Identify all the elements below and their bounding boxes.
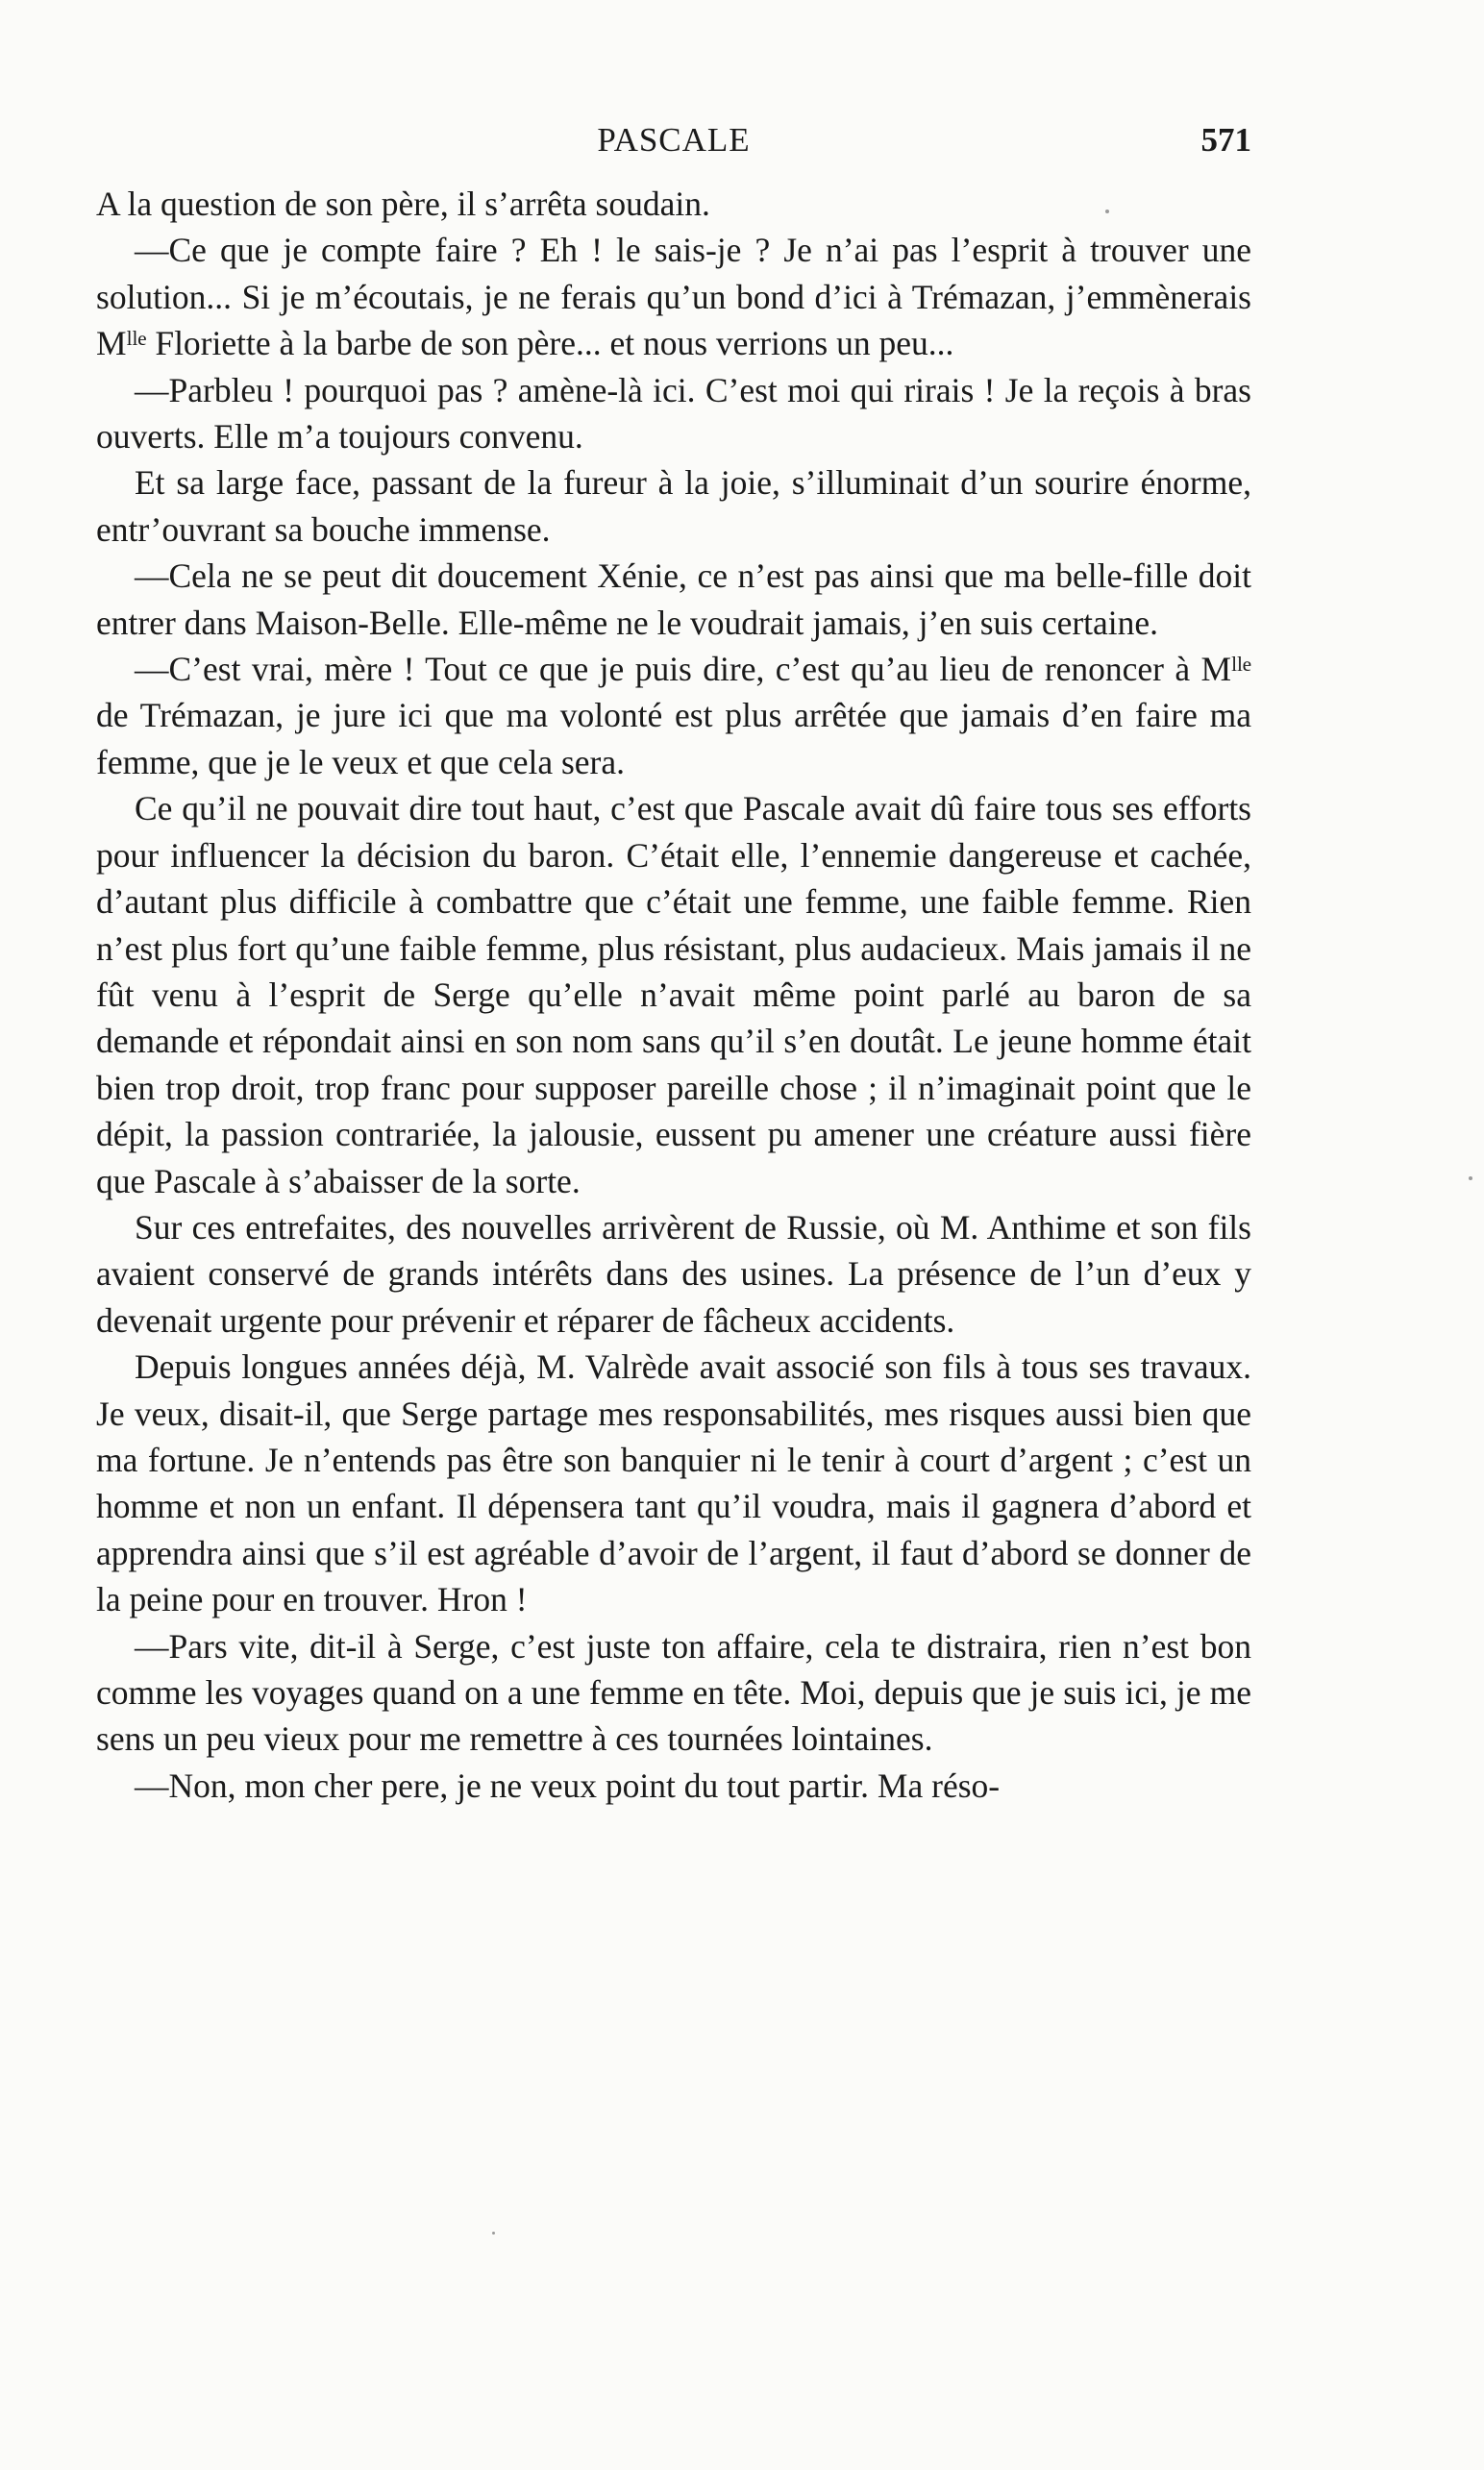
paragraph: Depuis longues années déjà, M. Valrède avait associé son fils à tous ses travaux. Je veux, disait-il, que Serge partage mes responsabilités, mes risques aussi bien que ma fortune. Je n’entends pas être son banquier ni le tenir à court d’argent ; c’est un homme et non un enfant. Il dépensera tant qu’il voudra, mais il gagnera d’abord et apprendra ainsi que s’il est agréable d’avoir de l’argent, il faut d’abord se donner de la peine pour en trouver. Hron ! (96, 1347, 1251, 1619)
body-text (96, 181, 1251, 1809)
paragraph: —C’est vrai, mère ! Tout ce que je puis dire, c’est qu’au lieu de renoncer à Mˡˡᵉ de Trémazan, je jure ici que ma volonté est plus arrêtée que jamais d’en faire ma femme, que je le veux et que cela sera. (96, 650, 1251, 781)
running-head (96, 113, 1251, 171)
paragraph: —Pars vite, dit-il à Serge, c’est juste ton affaire, cela te distraira, rien n’est bon comme les voyages quand on a une femme en tête. Moi, depuis que je suis ici, je me sens un peu vieux pour me remettre à ces tournées lointaines. (96, 1626, 1251, 1759)
scan-speck (492, 2232, 495, 2235)
paragraph: —Non, mon cher pere, je ne veux point du tout partir. Ma réso- (135, 1766, 1001, 1805)
running-title: PASCALE (597, 121, 751, 159)
paragraph: —Ce que je compte faire ? Eh ! le sais-je ? Je n’ai pas l’esprit à trouver une solution... Si je m’écoutais, je ne ferais qu’un bond d’ici à Trémazan, j’emmènerais Mˡˡᵉ Floriette à la barbe de son père... et nous verrions un peu... (96, 231, 1251, 363)
paragraph: A la question de son père, il s’arrêta soudain. (96, 185, 710, 223)
paragraph: Et sa large face, passant de la fureur à la joie, s’illuminait d’un sourire énorme, entr’ouvrant sa bouche immense. (96, 463, 1251, 549)
scan-speck (1105, 210, 1109, 213)
book-page (96, 113, 1251, 1809)
paragraph: Sur ces entrefaites, des nouvelles arrivèrent de Russie, où M. Anthime et son fils avaient conservé de grands intérêts dans des usines. La présence de l’un d’eux y devenait urgente pour prévenir et réparer de fâcheux accidents. (96, 1207, 1251, 1340)
paragraph: —Parbleu ! pourquoi pas ? amène-là ici. C’est moi qui rirais ! Je la reçois à bras ouverts. Elle m’a toujours convenu. (96, 370, 1251, 457)
paragraph: —Cela ne se peut dit doucement Xénie, ce n’est pas ainsi que ma belle-fille doit entrer dans Maison-Belle. Elle-même ne le voudrait jamais, j’en suis certaine. (96, 556, 1251, 642)
paragraph: Ce qu’il ne pouvait dire tout haut, c’est que Pascale avait dû faire tous ses efforts pour influencer la décision du baron. C’était elle, l’ennemie dangereuse et cachée, d’autant plus difficile à combattre que c’était une femme, une faible femme. Rien n’est plus fort qu’une faible femme, plus résistant, plus audacieux. Mais jamais il ne fût venu à l’esprit de Serge qu’elle n’avait même point parlé au baron de sa demande et répondait ainsi en son nom sans qu’il s’en doutât. Le jeune homme était bien trop droit, trop franc pour supposer pareille chose ; il n’imaginait point que le dépit, la passion contrariée, la jalousie, eussent pu amener une créature aussi fière que Pascale à s’abaisser de la sorte. (96, 789, 1251, 1200)
scan-speck (1469, 1176, 1472, 1180)
page-number: 571 (1200, 121, 1251, 159)
